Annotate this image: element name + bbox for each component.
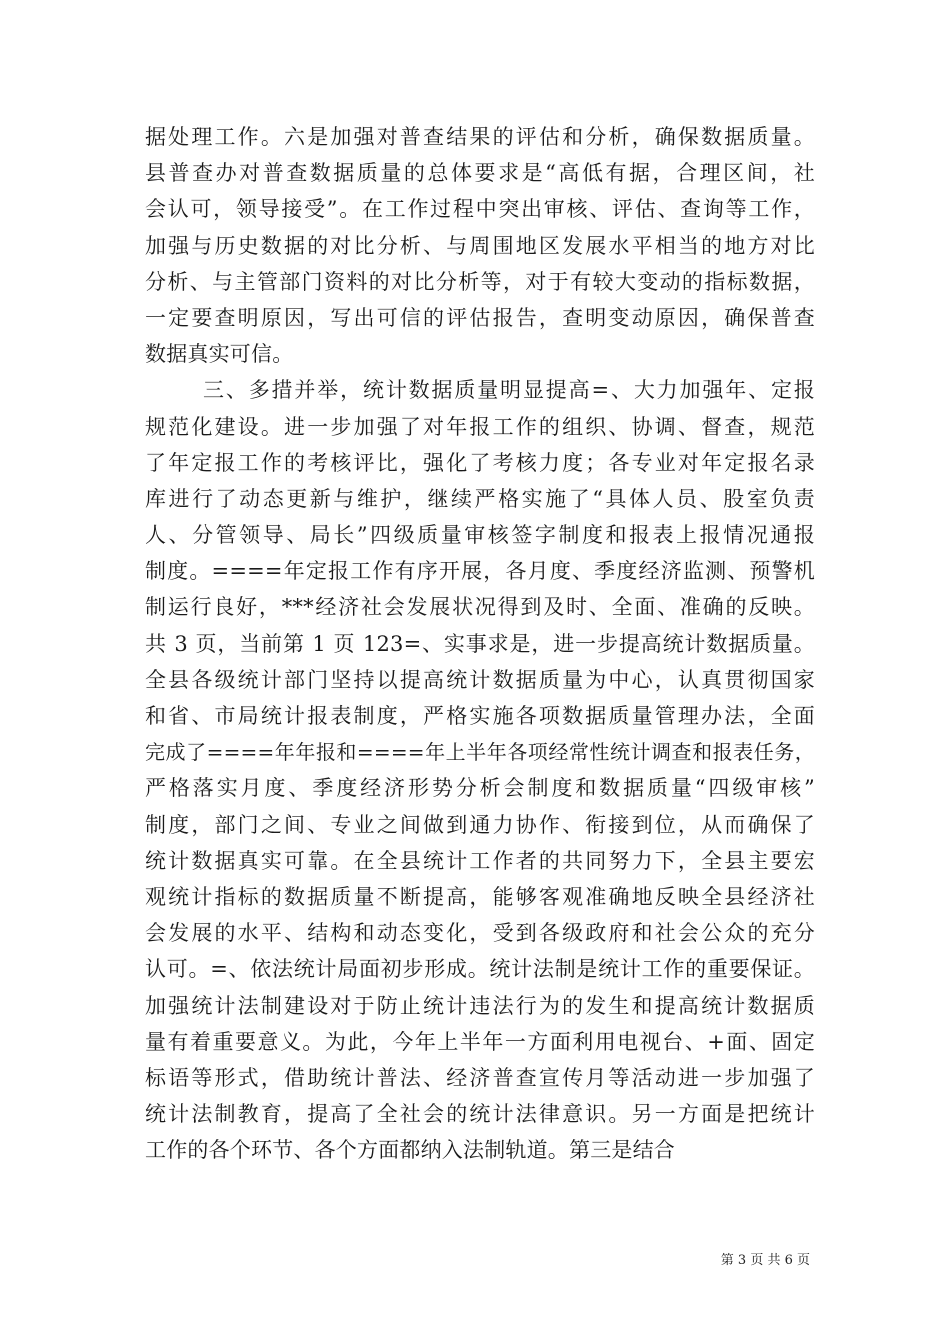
text-line: 数据真实可信。 [145, 342, 294, 367]
text-line: 统计法制教育，提高了全社会的统计法律意识。另一方面是把统计 [145, 1102, 815, 1127]
text-line: 加强与历史数据的对比分析、与周围地区发展水平相当的地方对比 [145, 233, 815, 258]
text-line: 制度。====年定报工作有序开展，各月度、季度经济监测、预警机 [145, 559, 815, 584]
page-number-footer: 第 3 页 共 6 页 [720, 1253, 810, 1268]
text-line: 统计数据真实可靠。在全县统计工作者的共同努力下，全县主要宏 [145, 848, 815, 873]
text-line: 严格落实月度、季度经济形势分析会制度和数据质量“四级审核” [145, 776, 815, 801]
text-line: 据处理工作。六是加强对普查结果的评估和分析，确保数据质量。 [145, 125, 815, 149]
text-line: 人、分管领导、局长”四级质量审核签字制度和报表上报情况通报 [145, 523, 815, 548]
text-line: 制运行良好，***经济社会发展状况得到及时、全面、准确的反映。 [145, 595, 815, 620]
body-text [145, 119, 815, 1168]
text-line: 规范化建设。进一步加强了对年报工作的组织、协调、督查，规范 [145, 414, 815, 439]
text-line: 共 3 页，当前第 1 页 123=、实事求是，进一步提高统计数据质量。 [145, 631, 815, 656]
text-line: 量有着重要意义。为此，今年上半年一方面利用电视台、+面、固定 [145, 1029, 815, 1054]
text-line: 一定要查明原因，写出可信的评估报告，查明变动原因，确保普查 [145, 305, 815, 330]
text-line: 全县各级统计部门坚持以提高统计数据质量为中心，认真贯彻国家 [145, 667, 815, 692]
text-line: 完成了====年年报和====年上半年各项经常性统计调查和报表任务， [145, 740, 815, 765]
text-line: 观统计指标的数据质量不断提高，能够客观准确地反映全县经济社 [145, 884, 815, 909]
text-line: 标语等形式，借助统计普法、经济普查宣传月等活动进一步加强了 [145, 1065, 815, 1090]
paragraph-start-line: 三、多措并举，统计数据质量明显提高=、大力加强年、定报 [203, 378, 815, 403]
text-line: 制度，部门之间、专业之间做到通力协作、衔接到位，从而确保了 [145, 812, 815, 837]
text-line: 会认可，领导接受”。在工作过程中突出审核、评估、查询等工作， [145, 197, 815, 222]
text-line: 加强统计法制建设对于防止统计违法行为的发生和提高统计数据质 [145, 993, 815, 1018]
text-line: 工作的各个环节、各个方面都纳入法制轨道。第三是结合 [145, 1138, 675, 1163]
text-line: 分析、与主管部门资料的对比分析等，对于有较大变动的指标数据， [145, 269, 815, 294]
text-line: 认可。=、依法统计局面初步形成。统计法制是统计工作的重要保证。 [145, 957, 815, 982]
text-line: 县普查办对普查数据质量的总体要求是“高低有据，合理区间，社 [145, 161, 815, 186]
text-line: 会发展的水平、结构和动态变化，受到各级政府和社会公众的充分 [145, 921, 815, 946]
text-line: 库进行了动态更新与维护，继续严格实施了“具体人员、股室负责 [145, 486, 815, 511]
text-line: 和省、市局统计报表制度，严格实施各项数据质量管理办法，全面 [145, 704, 815, 728]
text-line: 了年定报工作的考核评比，强化了考核力度；各专业对年定报名录 [145, 450, 815, 475]
